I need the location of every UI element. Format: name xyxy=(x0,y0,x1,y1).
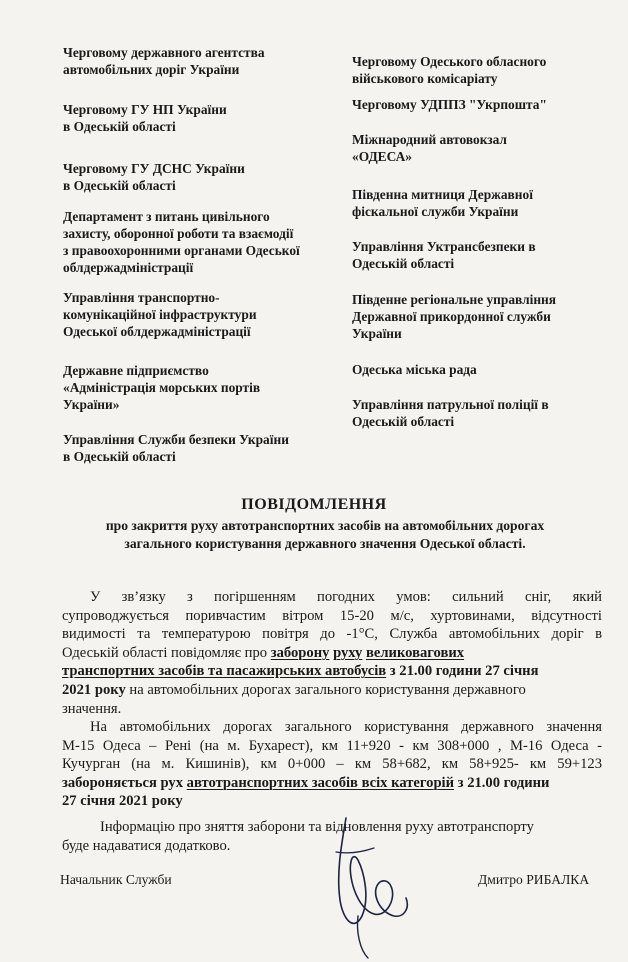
addressee-right-6 xyxy=(352,291,556,342)
addressee-right-5 xyxy=(352,238,536,272)
addressee-right-7 xyxy=(352,361,477,378)
paragraph-line: видимості та температурою повітря до -1°C, Служба автомобільних доріг в xyxy=(62,626,602,643)
addressee-line: в Одеській області xyxy=(63,178,176,193)
addressee-line: Черговому Одеського обласного xyxy=(352,54,547,69)
addressee-right-3 xyxy=(352,131,507,165)
addressee-line: облдержадміністрації xyxy=(63,260,194,275)
addressee-line: Одеській області xyxy=(352,256,455,271)
paragraph-line: 27 січня 2021 року xyxy=(62,793,183,810)
addressee-line: Державне підприємство xyxy=(63,363,209,378)
addressee-left-4 xyxy=(63,208,300,276)
addressee-right-8 xyxy=(352,396,549,430)
emphasis-year: 2021 року xyxy=(62,681,126,698)
addressee-line: Південна митниця Державної xyxy=(352,187,533,202)
emphasis-vehicles: транспортних засобів та пасажирських автобусів xyxy=(62,663,387,680)
emphasis-prohibited: забороняється рух xyxy=(62,774,187,791)
addressee-line: Управління патрульної поліції в xyxy=(352,397,549,412)
text-run: на автомобільних дорогах загального користування державного xyxy=(125,681,526,698)
addressee-line: Державної прикордонної служби xyxy=(352,309,551,324)
addressee-line: Черговому державного агентства xyxy=(63,45,265,60)
addressee-line: фіскальної служби України xyxy=(352,204,519,219)
emphasis-time: з 21.00 години xyxy=(454,774,550,791)
emphasis-traffic: руху xyxy=(333,644,363,661)
addressee-line: в Одеській області xyxy=(63,449,176,464)
addressee-line: Одеська міська рада xyxy=(352,362,477,377)
addressee-line: Черговому ГУ ДСНС України xyxy=(63,161,245,176)
signatory-position: Начальник Служби xyxy=(60,872,172,887)
emphasis-ban: заборону xyxy=(270,644,330,661)
addressee-line: Міжнародний автовокзал xyxy=(352,132,507,147)
addressee-right-2 xyxy=(352,96,547,113)
addressee-line: Одеської облдержадміністрації xyxy=(63,324,251,339)
addressee-line: Черговому УДППЗ "Укрпошта" xyxy=(352,97,547,112)
paragraph-line: значення. xyxy=(62,700,122,717)
addressee-line: військового комісаріату xyxy=(352,71,498,86)
addressee-line: Департамент з питань цивільного xyxy=(63,209,270,224)
text-run: Одеській області повідомляє про xyxy=(62,644,271,661)
paragraph-line xyxy=(62,662,602,681)
paragraph-line: М-15 Одеса – Рені (на м. Бухарест), км 11+920 - км 308+000 , М-16 Одеса - xyxy=(62,737,602,754)
paragraph-line: супроводжується поривчастим вітром 15-20 м/с, хуртовинами, відсутності xyxy=(62,607,602,624)
paragraph-line: буде надаватися додатково. xyxy=(62,837,231,854)
emphasis-all-vehicles: автотранспортних засобів всіх категорій xyxy=(186,774,455,791)
emphasis-time: з 21.00 години 27 січня xyxy=(386,663,539,680)
subtitle-line: про закриття руху автотранспортних засобів на автомобільних дорогах xyxy=(105,518,545,533)
addressee-left-2 xyxy=(63,101,227,135)
addressee-left-5 xyxy=(63,289,257,340)
addressee-left-3 xyxy=(63,160,245,194)
addressee-right-4 xyxy=(352,186,533,220)
paragraph-2 xyxy=(62,718,602,811)
emphasis-heavy: великовагових xyxy=(365,644,465,661)
addressee-right-1 xyxy=(352,53,546,87)
addressee-line: Південне регіональне управління xyxy=(352,292,557,307)
handwritten-signature-icon xyxy=(318,812,428,962)
document-subtitle xyxy=(40,517,610,553)
document-title: ПОВІДОМЛЕННЯ xyxy=(241,496,387,513)
signatory-name: Дмитро РИБАЛКА xyxy=(478,872,590,887)
addressee-line: Управління Служби безпеки України xyxy=(63,432,289,447)
addressee-line: Черговому ГУ НП України xyxy=(63,102,227,117)
paragraph-line: Інформацію про зняття заборони та відновлення руху автотранспорту xyxy=(100,819,534,835)
addressee-line: з правоохоронними органами Одеської xyxy=(63,243,300,258)
addressee-line: «Адміністрація морських портів xyxy=(63,380,261,395)
addressee-line: України» xyxy=(63,397,120,412)
paragraph-line: На автомобільних дорогах загального користування державного значення xyxy=(90,719,602,735)
addressee-line: комунікаційної інфраструктури xyxy=(63,307,257,322)
addressee-line: Управління Уктрансбезпеки в xyxy=(352,239,536,254)
addressee-line: «ОДЕСА» xyxy=(352,149,412,164)
addressee-line: Одеській області xyxy=(352,414,455,429)
addressee-line: Управління транспортно- xyxy=(63,290,220,305)
addressee-line: в Одеській області xyxy=(63,119,176,134)
paragraph-1 xyxy=(62,588,602,718)
addressee-line: автомобільних доріг України xyxy=(63,62,240,77)
addressee-left-6 xyxy=(63,362,260,413)
paragraph-line: Кучурган (на м. Кишинів), км 0+000 – км 58+682, км 58+925- км 59+123 xyxy=(62,756,602,773)
addressee-line: захисту, оборонної роботи та взаємодії xyxy=(63,226,294,241)
paragraph-line: У зв’язку з погіршенням погодних умов: сильний сніг, який xyxy=(90,589,602,605)
subtitle-line: загального користування державного значення Одеської області. xyxy=(124,536,526,551)
paragraph-line xyxy=(62,644,602,663)
paragraph-line xyxy=(62,681,602,700)
addressee-line: України xyxy=(352,326,402,341)
addressee-left-1 xyxy=(63,44,265,78)
addressee-left-7 xyxy=(63,431,289,465)
paragraph-line xyxy=(62,774,602,793)
